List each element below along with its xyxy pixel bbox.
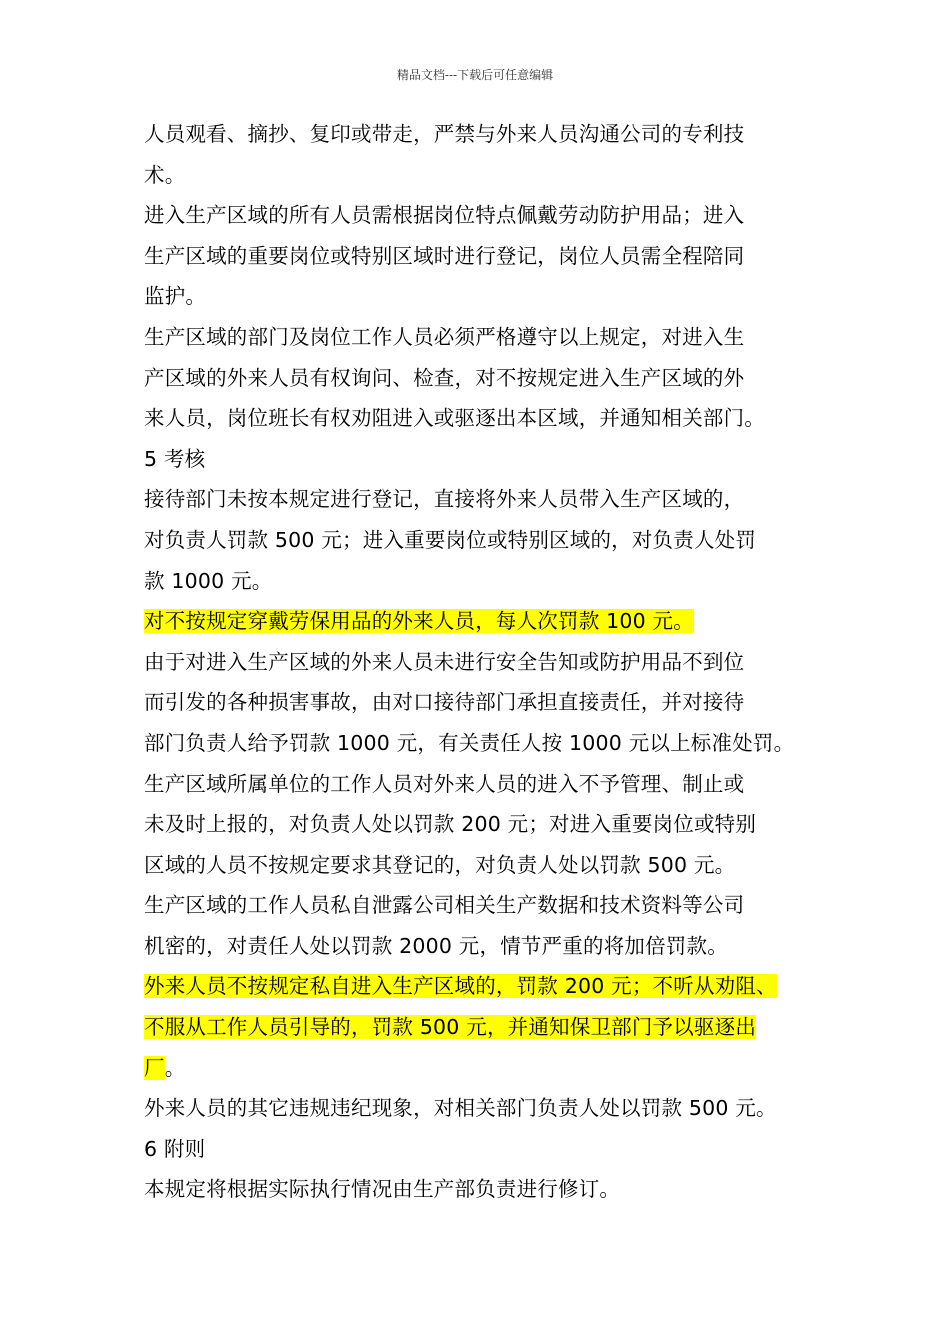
- line-text: 机密的，对责任人处以罚款 2000 元，情节严重的将加倍罚款。: [144, 933, 728, 958]
- text-line: [144, 479, 844, 520]
- text-line: [144, 804, 844, 845]
- text-line: [144, 601, 844, 642]
- page-header: 精品文档---下载后可任意编辑: [396, 68, 554, 82]
- text-line: [144, 236, 844, 277]
- text-line: [144, 845, 844, 886]
- line-text: 来人员，岗位班长有权劝阻进入或驱逐出本区域，并通知相关部门。: [144, 406, 765, 431]
- line-text: 由于对进入生产区域的外来人员未进行安全告知或防护用品不到位: [144, 649, 745, 674]
- text-line: [144, 398, 844, 439]
- line-text: 款 1000 元。: [144, 568, 273, 593]
- text-line: [144, 439, 844, 480]
- line-text: 未及时上报的，对负责人处以罚款 200 元；对进入重要岗位或特别: [144, 812, 757, 837]
- text-line: [144, 561, 844, 602]
- line-text: 生产区域的重要岗位或特别区域时进行登记，岗位人员需全程陪同: [144, 243, 745, 268]
- highlighted-text: 厂: [144, 1055, 165, 1080]
- line-text: 而引发的各种损害事故，由对口接待部门承担直接责任，并对接待: [144, 690, 745, 715]
- text-line: [144, 358, 844, 399]
- line-text: 5 考核: [144, 446, 206, 471]
- line-text: 部门负责人给予罚款 1000 元，有关责任人按 1000 元以上标准处罚。: [144, 730, 795, 755]
- text-line: [144, 642, 844, 683]
- text-line: [144, 926, 844, 967]
- line-text: 产区域的外来人员有权询问、检查，对不按规定进入生产区域的外: [144, 365, 745, 390]
- line-text: 监护。: [144, 284, 207, 309]
- line-text: 生产区域所属单位的工作人员对外来人员的进入不予管理、制止或: [144, 771, 745, 796]
- text-line: [144, 276, 844, 317]
- document-body: [144, 114, 844, 1210]
- text-line: [144, 155, 844, 196]
- line-text: 6 附则: [144, 1136, 206, 1161]
- line-text: 术。: [144, 162, 186, 187]
- line-text: 区域的人员不按规定要求其登记的，对负责人处以罚款 500 元。: [144, 852, 736, 877]
- line-text: 生产区域的部门及岗位工作人员必须严格遵守以上规定，对进入生: [144, 324, 745, 349]
- line-tail: 。: [164, 1055, 186, 1080]
- line-text: 本规定将根据实际执行情况由生产部负责进行修订。: [144, 1177, 621, 1202]
- text-line: [144, 966, 844, 1007]
- text-line: [144, 317, 844, 358]
- highlighted-text: 对不按规定穿戴劳保用品的外来人员，每人次罚款 100 元。: [144, 609, 694, 634]
- text-line: [144, 195, 844, 236]
- text-line: [144, 114, 844, 155]
- text-line: [144, 1007, 844, 1048]
- text-line: [144, 885, 844, 926]
- text-line: [144, 723, 844, 764]
- highlighted-text: 外来人员不按规定私自进入生产区域的，罚款 200 元；不听从劝阻、: [144, 974, 777, 999]
- text-line: [144, 1129, 844, 1170]
- line-text: 生产区域的工作人员私自泄露公司相关生产数据和技术资料等公司: [144, 893, 745, 918]
- highlighted-text: 不服从工作人员引导的，罚款 500 元，并通知保卫部门予以驱逐出: [144, 1015, 757, 1040]
- text-line: [144, 1048, 844, 1089]
- line-text: 人员观看、摘抄、复印或带走，严禁与外来人员沟通公司的专利技: [144, 122, 745, 146]
- text-line: [144, 520, 844, 561]
- line-text: 外来人员的其它违规违纪现象，对相关部门负责人处以罚款 500 元。: [144, 1096, 777, 1121]
- line-text: 接待部门未按本规定进行登记，直接将外来人员带入生产区域的，: [144, 487, 745, 512]
- line-text: 对负责人罚款 500 元；进入重要岗位或特别区域的，对负责人处罚: [144, 527, 757, 552]
- text-line: [144, 682, 844, 723]
- text-line: [144, 764, 844, 805]
- line-text: 进入生产区域的所有人员需根据岗位特点佩戴劳动防护用品；进入: [144, 203, 745, 228]
- text-line: [144, 1169, 844, 1210]
- text-line: [144, 1088, 844, 1129]
